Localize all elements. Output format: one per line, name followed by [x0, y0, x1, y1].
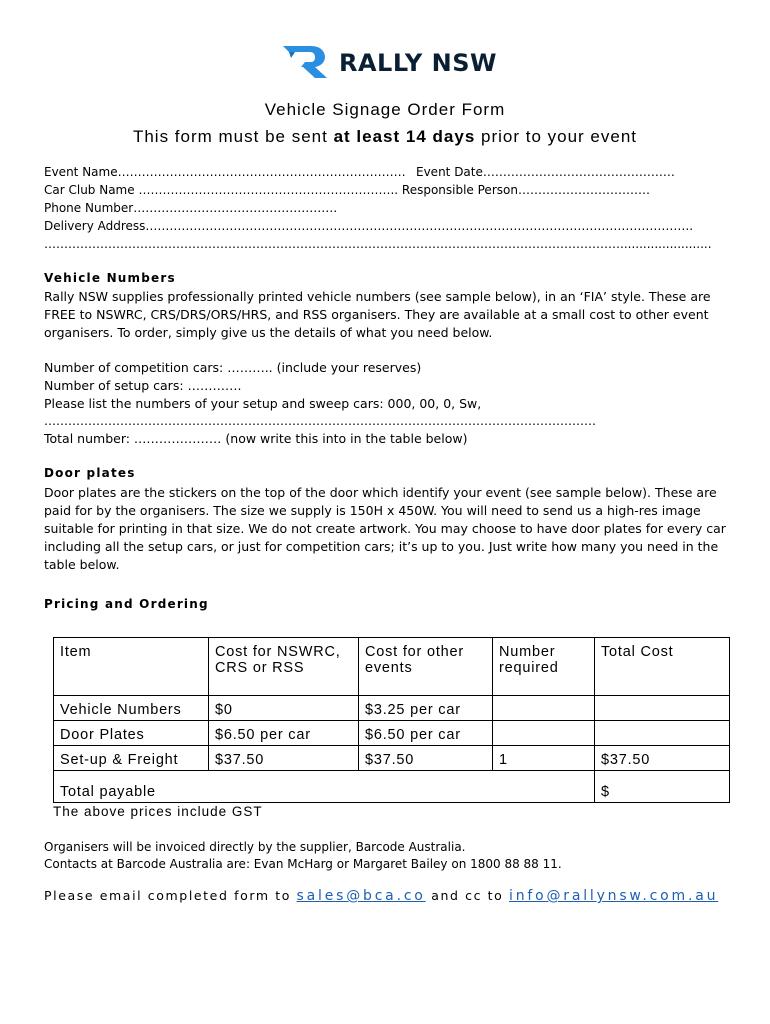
event-name-field[interactable]: Event Name………………………………………………………………: [44, 165, 406, 179]
row-number-input[interactable]: [493, 721, 595, 746]
row-item: Vehicle Numbers: [54, 696, 209, 721]
table-row: [54, 746, 730, 771]
row-item: Door Plates: [54, 721, 209, 746]
door-plates-para: Door plates are the stickers on the top of the door which identify your event (see sample below). These are paid for by the organisers. The size we supply is 150H x 450W. You will need to send us a high-res image suitable for printing in that size. We do not create artwork. You may choose to have door plates for every car including all the setup cars, or just for competition cars; it’s up to you. Just write how many you need in the table below.: [44, 485, 726, 572]
row-total[interactable]: [595, 721, 730, 746]
event-date-field[interactable]: Event Date…………………………………………: [416, 165, 675, 179]
row-cost-nswrc: $37.50: [209, 746, 359, 771]
setup-list-dots[interactable]: …………………………………………………………………………………………………………………………: [44, 414, 596, 428]
header-item: Item: [54, 638, 209, 696]
setup-cars-field[interactable]: Number of setup cars: ………….: [44, 378, 242, 393]
setup-list-field[interactable]: Please list the numbers of your setup and sweep cars: 000, 00, 0, Sw,: [44, 396, 482, 411]
email-instructions: Please email completed form to sales@bca.co and cc to info@rallynsw.com.au: [44, 888, 719, 904]
vehicle-numbers-para: Rally NSW supplies professionally printed vehicle numbers (see sample below), in an ‘FIA’ style. These are FREE to NSWRC, CRS/DRS/ORS/HRS, and RSS organisers. They are available at a small cost to other event organisers. To order, simply give us the details of what you need below.: [44, 289, 711, 340]
logo-text: RALLY NSW: [339, 49, 497, 77]
pricing-table: [53, 637, 730, 803]
vehicle-numbers-heading: Vehicle Numbers: [44, 271, 176, 285]
row-total[interactable]: [595, 696, 730, 721]
phone-field[interactable]: Phone Number……………………………………………: [44, 201, 338, 215]
total-payable-label: Total payable: [54, 771, 595, 803]
row-number-input[interactable]: [493, 696, 595, 721]
row-total[interactable]: $37.50: [595, 746, 730, 771]
row-cost-other: $6.50 per car: [359, 721, 493, 746]
invoice-note: Organisers will be invoiced directly by the supplier, Barcode Australia.: [44, 840, 466, 854]
rally-nsw-logo: [281, 42, 497, 82]
row-cost-other: $37.50: [359, 746, 493, 771]
header-cost-other: Cost for other events: [359, 638, 493, 696]
row-cost-nswrc: $0: [209, 696, 359, 721]
gst-note: The above prices include GST: [53, 804, 263, 819]
form-subtitle: This form must be sent at least 14 days prior to your event: [132, 127, 638, 146]
row-cost-other: $3.25 per car: [359, 696, 493, 721]
form-title: Vehicle Signage Order Form: [264, 100, 506, 119]
delivery-address-cont[interactable]: ………………………………………………………………………………………………………………………………........................: [44, 237, 712, 251]
total-number-field[interactable]: Total number: ………………… (now write this into in the table below): [44, 431, 468, 446]
table-row: [54, 696, 730, 721]
table-row: [54, 721, 730, 746]
rally-r-icon: [281, 44, 329, 80]
row-cost-nswrc: $6.50 per car: [209, 721, 359, 746]
competition-cars-field[interactable]: Number of competition cars: ……….. (include your reserves): [44, 360, 422, 375]
header-total-cost: Total Cost: [595, 638, 730, 696]
total-payable-value[interactable]: $: [595, 771, 730, 803]
delivery-address-field[interactable]: Delivery Address………………………………………………………………………………………………………………………..: [44, 219, 694, 233]
contacts-note: Contacts at Barcode Australia are: Evan McHarg or Margaret Bailey on 1800 88 88 11.: [44, 857, 562, 871]
total-row: [54, 771, 730, 803]
pricing-heading: Pricing and Ordering: [44, 597, 209, 611]
header-cost-nswrc: Cost for NSWRC, CRS or RSS: [209, 638, 359, 696]
sales-email-link[interactable]: sales@bca.co: [296, 888, 426, 904]
header-number-required: Number required: [493, 638, 595, 696]
row-number-input[interactable]: 1: [493, 746, 595, 771]
car-club-field[interactable]: Car Club Name ……………………………………………………….. Responsible Person……………………………: [44, 183, 650, 197]
info-email-link[interactable]: info@rallynsw.com.au: [509, 888, 719, 904]
row-item: Set-up & Freight: [54, 746, 209, 771]
door-plates-heading: Door plates: [44, 466, 136, 480]
